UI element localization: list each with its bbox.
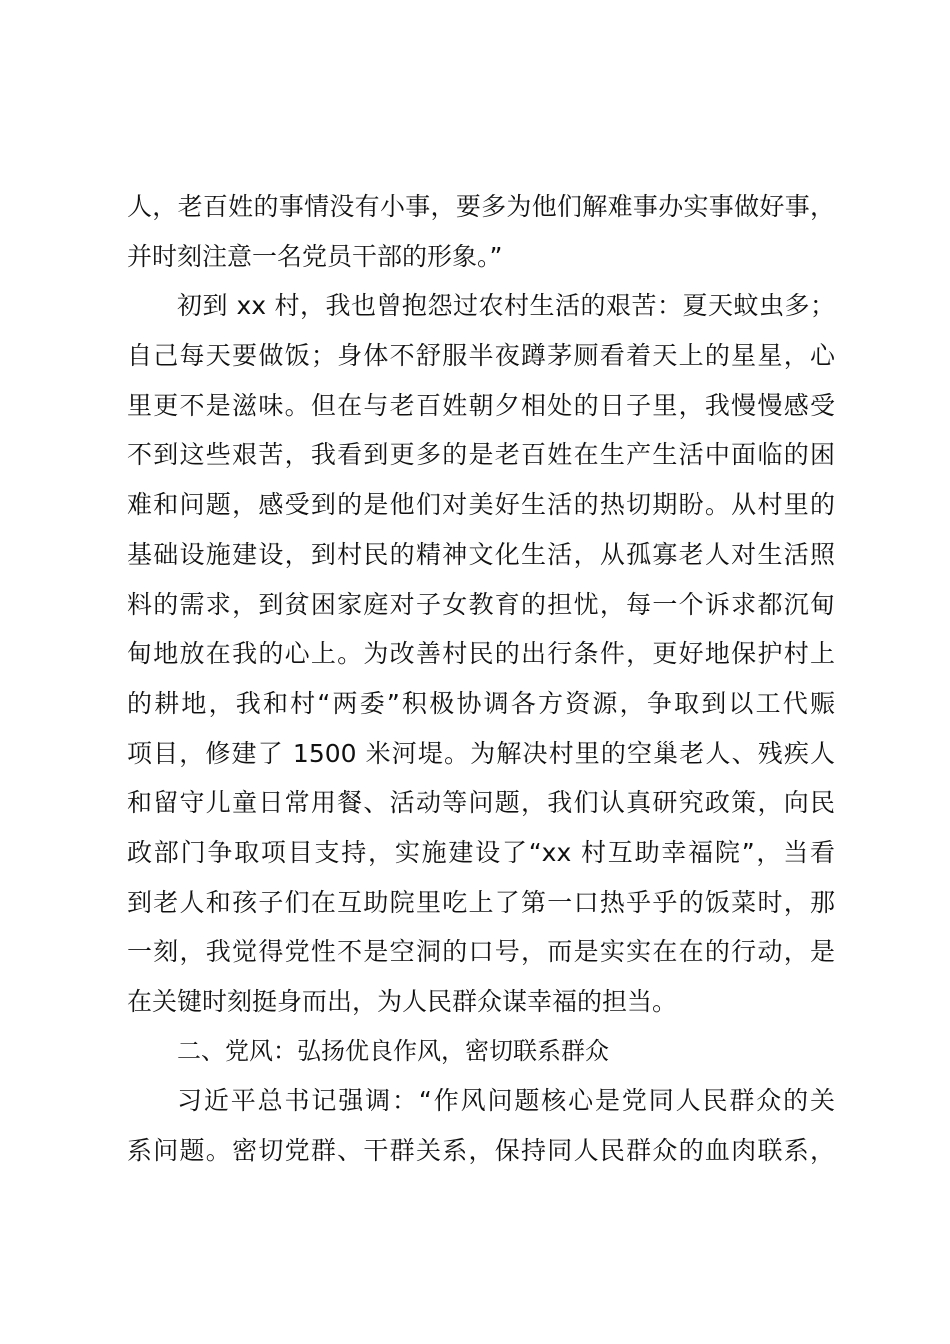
- text-line: 难和问题，感受到的是他们对美好生活的热切期盼。从村里的: [127, 490, 835, 520]
- text-line: 自己每天要做饭；身体不舒服半夜蹲茅厕看着天上的星星，心: [127, 341, 835, 371]
- text-line: 人，老百姓的事情没有小事，要多为他们解难事办实事做好事，: [127, 192, 835, 221]
- paragraph-first-line: 初到 xx 村，我也曾抱怨过农村生活的艰苦：夏天蚊虫多；: [177, 291, 835, 321]
- text-line: 基础设施建设，到村民的精神文化生活，从孤寡老人对生活照: [127, 539, 835, 569]
- text-line: 系问题。密切党群、干群关系，保持同人民群众的血肉联系，: [127, 1136, 835, 1166]
- text-line: 政部门争取项目支持，实施建设了“xx 村互助幸福院”，当看: [127, 837, 835, 867]
- document-body: [127, 182, 835, 1176]
- text-line: 料的需求，到贫困家庭对子女教育的担忧，每一个诉求都沉甸: [127, 589, 835, 619]
- text-line: 到老人和孩子们在互助院里吃上了第一口热乎乎的饭菜时，那: [127, 887, 835, 917]
- text-line: 一刻，我觉得党性不是空洞的口号，而是实实在在的行动，是: [127, 937, 835, 967]
- text-line: 并时刻注意一名党员干部的形象。”: [127, 241, 503, 271]
- paragraph-first-line: 习近平总书记强调：“作风问题核心是党同人民群众的关: [177, 1086, 835, 1116]
- text-line: 不到这些艰苦，我看到更多的是老百姓在生产生活中面临的困: [127, 440, 835, 470]
- text-line: 里更不是滋味。但在与老百姓朝夕相处的日子里，我慢慢感受: [127, 390, 835, 420]
- section-heading: 二、党风：弘扬优良作风，密切联系群众: [177, 1036, 609, 1065]
- text-line: 项目，修建了 1500 米河堤。为解决村里的空巢老人、残疾人: [127, 738, 835, 768]
- text-line: 在关键时刻挺身而出，为人民群众谋幸福的担当。: [127, 987, 678, 1016]
- text-line: 甸地放在我的心上。为改善村民的出行条件，更好地保护村上: [127, 639, 835, 669]
- text-line: 和留守儿童日常用餐、活动等问题，我们认真研究政策，向民: [127, 788, 835, 818]
- text-line: 的耕地，我和村“两委”积极协调各方资源，争取到以工代赈: [127, 688, 835, 718]
